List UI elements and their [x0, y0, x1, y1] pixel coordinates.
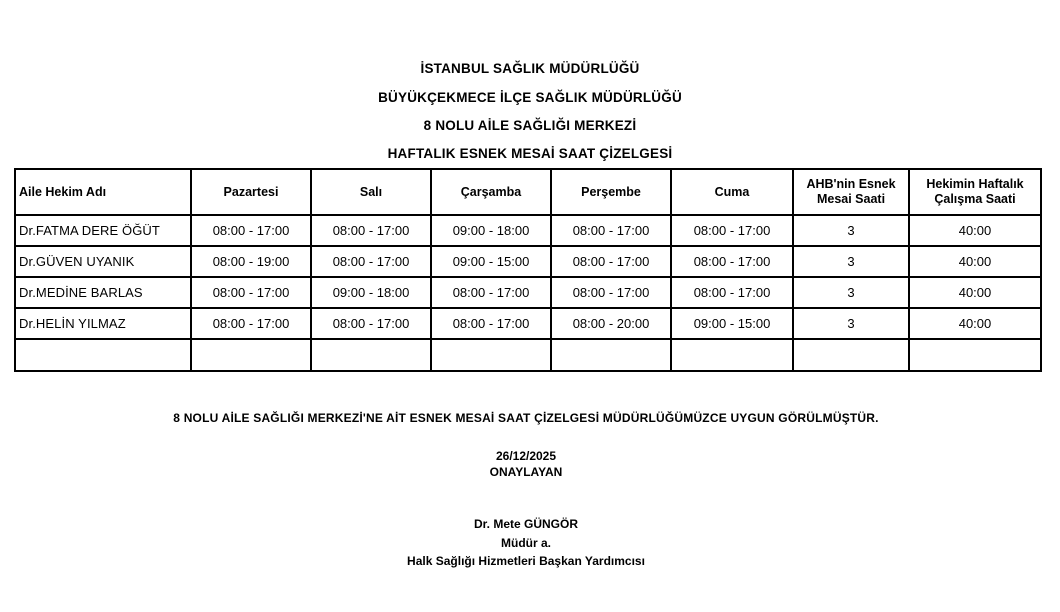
friday-hours-cell: 09:00 - 15:00	[671, 308, 793, 339]
tuesday-hours-cell: 08:00 - 17:00	[311, 246, 431, 277]
tuesday-hours-cell: 08:00 - 17:00	[311, 308, 431, 339]
flex-hours-cell: 3	[793, 308, 909, 339]
approval-date: 26/12/2025	[495, 449, 557, 463]
document-title: HAFTALIK ESNEK MESAİ SAAT ÇİZELGESİ	[387, 146, 673, 161]
column-header-weekly-hours: Hekimin Haftalık Çalışma Saati	[909, 169, 1041, 215]
monday-hours-cell	[191, 339, 311, 371]
friday-hours-cell	[671, 339, 793, 371]
thursday-hours-cell: 08:00 - 17:00	[551, 215, 671, 246]
friday-hours-cell: 08:00 - 17:00	[671, 215, 793, 246]
monday-hours-cell: 08:00 - 17:00	[191, 215, 311, 246]
table-row	[15, 308, 1041, 339]
wednesday-hours-cell: 08:00 - 17:00	[431, 277, 551, 308]
monday-hours-cell: 08:00 - 17:00	[191, 308, 311, 339]
thursday-hours-cell: 08:00 - 17:00	[551, 277, 671, 308]
monday-hours-cell: 08:00 - 17:00	[191, 277, 311, 308]
doctor-name-cell	[15, 339, 191, 371]
doctor-name-cell: Dr.GÜVEN UYANIK	[15, 246, 191, 277]
doctor-name-cell: Dr.MEDİNE BARLAS	[15, 277, 191, 308]
column-header-tuesday: Salı	[311, 169, 431, 215]
friday-hours-cell: 08:00 - 17:00	[671, 277, 793, 308]
header-center: 8 NOLU AİLE SAĞLIĞI MERKEZİ	[423, 118, 637, 133]
table-row-empty	[15, 339, 1041, 371]
weekly-hours-cell: 40:00	[909, 308, 1041, 339]
table-row	[15, 246, 1041, 277]
column-header-monday: Pazartesi	[191, 169, 311, 215]
tuesday-hours-cell: 09:00 - 18:00	[311, 277, 431, 308]
approval-statement: 8 NOLU AİLE SAĞLIĞI MERKEZİ'NE AİT ESNEK MESAİ SAAT ÇİZELGESİ MÜDÜRLÜĞÜMÜZCE UYGUN GÖRÜLMÜŞTÜR.	[173, 411, 879, 425]
weekly-hours-cell: 40:00	[909, 215, 1041, 246]
header-institution: İSTANBUL SAĞLIK MÜDÜRLÜĞÜ	[420, 61, 640, 76]
column-header-wednesday: Çarşamba	[431, 169, 551, 215]
column-header-friday: Cuma	[671, 169, 793, 215]
tuesday-hours-cell: 08:00 - 17:00	[311, 215, 431, 246]
table-row	[15, 277, 1041, 308]
signer-role: Halk Sağlığı Hizmetleri Başkan Yardımcısı	[407, 554, 645, 568]
approver-label: ONAYLAYAN	[489, 465, 563, 479]
signer-name: Dr. Mete GÜNGÖR	[473, 517, 578, 531]
wednesday-hours-cell	[431, 339, 551, 371]
doctor-name-cell: Dr.HELİN YILMAZ	[15, 308, 191, 339]
thursday-hours-cell: 08:00 - 17:00	[551, 246, 671, 277]
weekly-hours-cell: 40:00	[909, 277, 1041, 308]
flex-hours-cell: 3	[793, 246, 909, 277]
wednesday-hours-cell: 09:00 - 18:00	[431, 215, 551, 246]
doctor-name-cell: Dr.FATMA DERE ÖĞÜT	[15, 215, 191, 246]
wednesday-hours-cell: 09:00 - 15:00	[431, 246, 551, 277]
thursday-hours-cell	[551, 339, 671, 371]
flex-hours-cell: 3	[793, 215, 909, 246]
header-district: BÜYÜKÇEKMECE İLÇE SAĞLIK MÜDÜRLÜĞÜ	[378, 90, 682, 105]
wednesday-hours-cell: 08:00 - 17:00	[431, 308, 551, 339]
monday-hours-cell: 08:00 - 19:00	[191, 246, 311, 277]
weekly-hours-cell: 40:00	[909, 246, 1041, 277]
flex-hours-cell	[793, 339, 909, 371]
column-header-thursday: Perşembe	[551, 169, 671, 215]
schedule-table	[14, 168, 1042, 372]
weekly-hours-cell	[909, 339, 1041, 371]
column-header-flex-hours: AHB'nin Esnek Mesai Saati	[793, 169, 909, 215]
tuesday-hours-cell	[311, 339, 431, 371]
thursday-hours-cell: 08:00 - 20:00	[551, 308, 671, 339]
friday-hours-cell: 08:00 - 17:00	[671, 246, 793, 277]
signer-title: Müdür a.	[501, 536, 551, 550]
flex-hours-cell: 3	[793, 277, 909, 308]
table-header-row	[15, 169, 1041, 215]
column-header-doctor-name: Aile Hekim Adı	[15, 169, 191, 215]
table-row	[15, 215, 1041, 246]
